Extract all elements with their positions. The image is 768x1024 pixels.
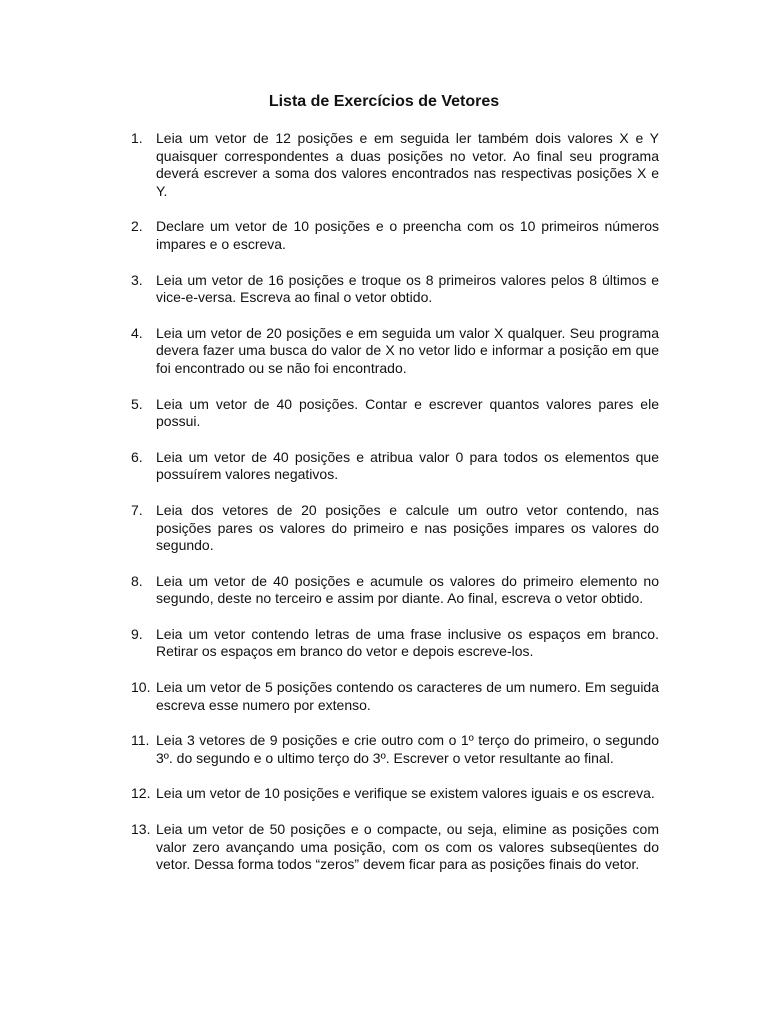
exercise-item-6: [0, 449, 768, 484]
exercise-item-3: [0, 272, 768, 307]
exercise-text: Leia um vetor de 12 posições e em seguida ler também dois valores X e Y quaisquer correspondentes a duas posições no vetor. Ao final seu programa deverá escrever a soma dos valores encontrados nas respectivas posições X e Y.: [156, 130, 659, 199]
exercise-text: Declare um vetor de 10 posições e o preencha com os 10 primeiros números impares e o escreva.: [156, 218, 659, 252]
exercise-number: 11.: [131, 732, 150, 749]
exercise-number: 4.: [131, 324, 143, 341]
exercise-number: 8.: [131, 572, 143, 589]
exercise-text: Leia um vetor contendo letras de uma frase inclusive os espaços em branco. Retirar os espaços em branco do vetor e depois escreve-los.: [156, 625, 659, 660]
exercise-number: 6.: [131, 448, 143, 465]
exercise-text: Leia um vetor de 50 posições e o compacte, ou seja, elimine as posições com valor zero avançando uma posição, com os com os valores subseqüentes do vetor. Dessa forma todos “zeros” devem ficar para as posições finais do vetor.: [156, 821, 659, 873]
exercise-item-13: [0, 821, 768, 874]
exercise-text: Leia 3 vetores de 9 posições e crie outro com o 1º terço do primeiro, o segundo 3º. do segundo e o ultimo terço do 3º. Escrever o vetor resultante ao final.: [156, 732, 659, 766]
exercise-text: Leia um vetor de 40 posições e acumule os valores do primeiro elemento no segundo, deste no terceiro e assim por diante. Ao final, escreva o vetor obtido.: [156, 572, 659, 607]
exercise-item-10: [0, 679, 768, 714]
exercise-number: 10.: [131, 679, 151, 696]
exercise-text: Leia um vetor de 20 posições e em seguida um valor X qualquer. Seu programa devera fazer uma busca do valor de X no vetor lido e informar a posição em que foi encontrado ou se não foi encontrado.: [156, 324, 659, 376]
exercise-number: 7.: [131, 501, 143, 518]
exercise-text: Leia um vetor de 40 posições. Contar e escrever quantos valores pares ele possui.: [156, 395, 659, 430]
exercise-item-12: [0, 785, 768, 803]
exercise-number: 13.: [131, 821, 151, 838]
exercise-item-8: [0, 573, 768, 608]
exercise-number: 3.: [131, 271, 143, 288]
exercise-text: Leia um vetor de 16 posições e troque os 8 primeiros valores pelos 8 últimos e vice-e-versa. Escreva ao final o vetor obtido.: [156, 271, 659, 306]
exercise-text: Leia um vetor de 40 posições e atribua valor 0 para todos os elementos que possuírem valores negativos.: [156, 448, 659, 483]
document-title: Lista de Exercícios de Vetores: [268, 93, 500, 110]
exercise-item-4: [0, 325, 768, 378]
exercise-item-11: [0, 732, 768, 767]
exercise-number: 9.: [131, 625, 143, 642]
exercise-text: Leia dos vetores de 20 posições e calcule um outro vetor contendo, nas posições pares os valores do primeiro e nas posições impares os valores do segundo.: [156, 501, 659, 554]
exercise-text: Leia um vetor de 5 posições contendo os caracteres de um numero. Em seguida escreva esse numero por extenso.: [156, 679, 659, 713]
exercise-item-9: [0, 626, 768, 661]
exercise-item-5: [0, 396, 768, 431]
exercise-item-2: [0, 218, 768, 253]
exercise-number: 12.: [131, 785, 151, 802]
exercise-number: 5.: [131, 395, 143, 412]
exercise-item-7: [0, 502, 768, 555]
exercise-number: 2.: [131, 218, 143, 235]
exercise-number: 1.: [131, 130, 143, 146]
exercise-item-1: [0, 130, 768, 200]
exercise-list: [0, 130, 768, 892]
exercise-text: Leia um vetor de 10 posições e verifique se existem valores iguais e os escreva.: [156, 785, 655, 802]
